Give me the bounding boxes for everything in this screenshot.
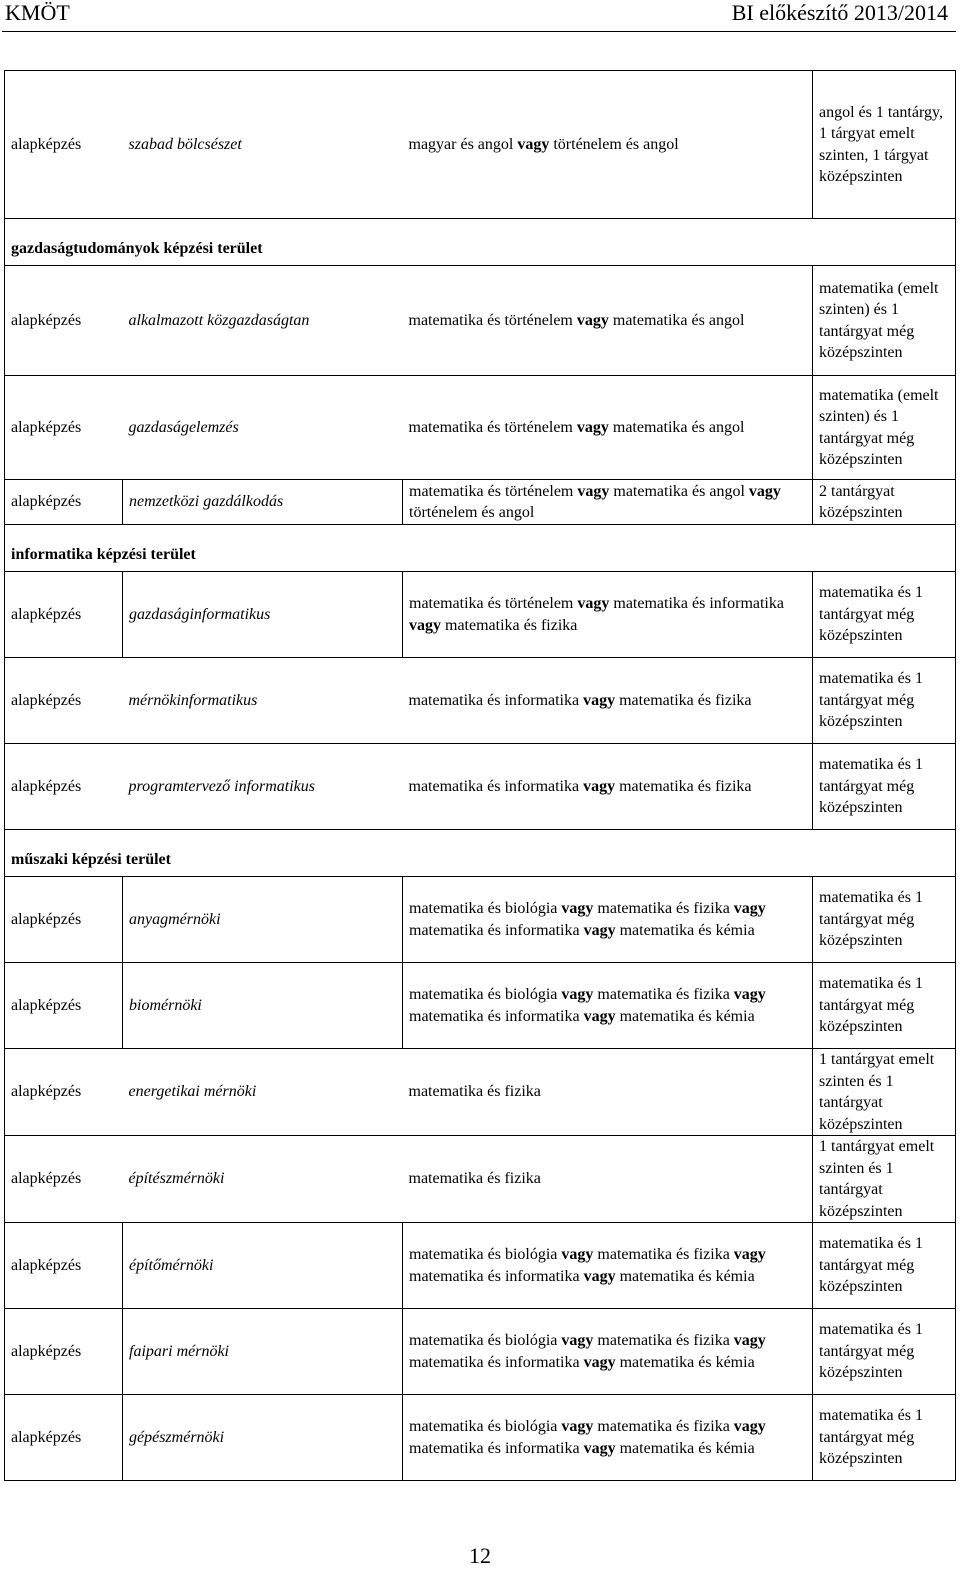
requirement-cell: matematika és 1 tantárgyat még középszinten xyxy=(813,1395,956,1481)
subjects-cell xyxy=(403,266,813,376)
subjects-cell xyxy=(403,376,813,480)
subject-connector: vagy xyxy=(561,1418,594,1435)
program-row xyxy=(5,480,956,525)
section-row xyxy=(5,830,956,877)
subject-text: matematika és informatika xyxy=(409,1439,584,1457)
section-row xyxy=(5,219,956,266)
subject-connector: vagy xyxy=(517,135,550,153)
program-name-cell: alkalmazott közgazdaságtan xyxy=(123,266,403,376)
subject-text: matematika és kémia xyxy=(615,1267,755,1285)
program-row xyxy=(5,963,956,1049)
subject-connector: vagy xyxy=(733,900,766,917)
subjects-cell xyxy=(403,877,813,963)
subject-connector: vagy xyxy=(583,1439,616,1457)
subject-text: matematika és történelem xyxy=(409,482,578,500)
subject-text: matematika és kémia xyxy=(615,1353,755,1371)
level-cell: alapképzés xyxy=(5,963,123,1049)
subject-text: matematika és informatika xyxy=(408,777,584,795)
subject-connector: vagy xyxy=(561,1332,594,1349)
subjects-cell xyxy=(403,480,813,525)
subject-text: matematika és történelem xyxy=(408,418,577,436)
requirement-cell: matematika és 1 tantárgyat még középszinten xyxy=(813,658,956,744)
program-name-cell: gazdaságinformatikus xyxy=(123,572,403,658)
subject-connector: vagy xyxy=(583,777,616,795)
header-right: BI előkészítő 2013/2014 xyxy=(731,0,948,25)
level-cell: alapképzés xyxy=(5,1049,123,1136)
subject-connector: vagy xyxy=(577,595,610,612)
subject-text: matematika és biológia xyxy=(409,900,562,917)
subject-connector: vagy xyxy=(583,1353,616,1371)
subject-connector: vagy xyxy=(583,921,616,939)
subject-text: matematika és angol xyxy=(608,418,745,436)
subject-text: matematika és biológia xyxy=(409,1246,562,1263)
requirement-cell: 1 tantárgyat emelt szinten és 1 tantárgyat középszinten xyxy=(813,1136,956,1223)
page-number: 12 xyxy=(469,1543,491,1568)
level-cell: alapképzés xyxy=(5,1395,123,1481)
subject-text: matematika és angol xyxy=(608,311,745,329)
subject-text: matematika és történelem xyxy=(409,595,578,612)
program-name-cell: biomérnöki xyxy=(123,963,403,1049)
program-row xyxy=(5,1309,956,1395)
subject-text: matematika és informatika xyxy=(408,691,584,709)
subject-text: matematika és angol xyxy=(609,482,749,500)
subject-text: matematika és fizika xyxy=(615,777,752,795)
subject-text: matematika és történelem xyxy=(408,311,577,329)
level-cell: alapképzés xyxy=(5,572,123,658)
level-cell: alapképzés xyxy=(5,71,123,219)
program-name-cell: programtervező informatikus xyxy=(123,744,403,830)
program-row xyxy=(5,572,956,658)
requirement-cell: matematika (emelt szinten) és 1 tantárgyat még középszinten xyxy=(813,266,956,376)
program-name-cell: faipari mérnöki xyxy=(123,1309,403,1395)
subject-connector: vagy xyxy=(583,691,616,709)
requirement-cell: matematika és 1 tantárgyat még középszinten xyxy=(813,1309,956,1395)
subject-text: matematika és fizika xyxy=(441,616,578,634)
subject-connector: vagy xyxy=(577,482,610,500)
subject-text: történelem és angol xyxy=(409,504,535,521)
program-name-cell: energetikai mérnöki xyxy=(123,1049,403,1136)
section-row xyxy=(5,525,956,572)
subject-connector: vagy xyxy=(583,1007,616,1025)
requirement-cell: matematika (emelt szinten) és 1 tantárgyat még középszinten xyxy=(813,376,956,480)
subject-connector: vagy xyxy=(561,986,594,1003)
program-row xyxy=(5,744,956,830)
subject-text: matematika és informatika xyxy=(409,1007,584,1025)
subject-text: matematika és fizika xyxy=(593,1418,734,1435)
subject-connector: vagy xyxy=(583,1267,616,1285)
requirement-cell: angol és 1 tantárgy, 1 tárgyat emelt szinten, 1 tárgyat középszinten xyxy=(813,71,956,219)
subject-text: matematika és biológia xyxy=(409,1418,562,1435)
admission-table xyxy=(4,70,956,1481)
subjects-cell xyxy=(403,744,813,830)
program-row xyxy=(5,1049,956,1136)
subjects-cell xyxy=(403,71,813,219)
program-name-cell: anyagmérnöki xyxy=(123,877,403,963)
program-row xyxy=(5,1223,956,1309)
program-row xyxy=(5,1136,956,1223)
subjects-cell xyxy=(403,963,813,1049)
level-cell: alapképzés xyxy=(5,658,123,744)
subjects-cell xyxy=(403,572,813,658)
level-cell: alapképzés xyxy=(5,480,123,525)
subjects-cell xyxy=(403,1049,813,1136)
level-cell: alapképzés xyxy=(5,1136,123,1223)
level-cell: alapképzés xyxy=(5,376,123,480)
subject-text: matematika és fizika xyxy=(408,1083,541,1101)
subject-text: matematika és kémia xyxy=(615,1439,755,1457)
section-heading: gazdaságtudományok képzési terület xyxy=(5,219,956,266)
requirement-cell: matematika és 1 tantárgyat még középszinten xyxy=(813,744,956,830)
subject-connector: vagy xyxy=(733,1418,766,1435)
requirement-cell: 2 tantárgyat középszinten xyxy=(813,480,956,525)
program-row xyxy=(5,266,956,376)
header-left: KMÖT xyxy=(5,0,70,25)
subject-text: matematika és fizika xyxy=(593,986,734,1003)
program-name-cell: építőmérnöki xyxy=(123,1223,403,1309)
subject-text: matematika és biológia xyxy=(409,986,562,1003)
subject-connector: vagy xyxy=(733,1246,766,1263)
page-header xyxy=(0,0,960,30)
subject-connector: vagy xyxy=(733,986,766,1003)
subjects-cell xyxy=(403,1395,813,1481)
subject-connector: vagy xyxy=(561,900,594,917)
program-row xyxy=(5,877,956,963)
subject-text: matematika és fizika xyxy=(615,691,752,709)
section-heading: műszaki képzési terület xyxy=(5,830,956,877)
subject-connector: vagy xyxy=(561,1246,594,1263)
section-heading: informatika képzési terület xyxy=(5,525,956,572)
level-cell: alapképzés xyxy=(5,744,123,830)
subject-text: matematika és fizika xyxy=(593,900,734,917)
program-name-cell: gépészmérnöki xyxy=(123,1395,403,1481)
subject-text: matematika és fizika xyxy=(593,1246,734,1263)
program-name-cell: mérnökinformatikus xyxy=(123,658,403,744)
requirement-cell: matematika és 1 tantárgyat még középszinten xyxy=(813,963,956,1049)
header-rule xyxy=(2,31,956,32)
program-row xyxy=(5,658,956,744)
subject-text: matematika és fizika xyxy=(593,1332,734,1349)
requirement-cell: matematika és 1 tantárgyat még középszinten xyxy=(813,572,956,658)
subject-text: matematika és informatika xyxy=(609,595,784,612)
program-name-cell: építészmérnöki xyxy=(123,1136,403,1223)
subject-text: történelem és angol xyxy=(549,135,679,153)
requirement-cell: matematika és 1 tantárgyat még középszinten xyxy=(813,877,956,963)
subject-connector: vagy xyxy=(748,482,781,500)
subjects-cell xyxy=(403,658,813,744)
subject-connector: vagy xyxy=(576,311,609,329)
subjects-cell xyxy=(403,1223,813,1309)
program-row xyxy=(5,376,956,480)
subjects-cell xyxy=(403,1309,813,1395)
program-row xyxy=(5,1395,956,1481)
program-name-cell: nemzetközi gazdálkodás xyxy=(123,480,403,525)
level-cell: alapképzés xyxy=(5,266,123,376)
program-row xyxy=(5,71,956,219)
program-name-cell: szabad bölcsészet xyxy=(123,71,403,219)
subject-connector: vagy xyxy=(733,1332,766,1349)
subject-text: matematika és kémia xyxy=(615,921,755,939)
subject-text: matematika és informatika xyxy=(409,1353,584,1371)
program-name-cell: gazdaságelemzés xyxy=(123,376,403,480)
level-cell: alapképzés xyxy=(5,1309,123,1395)
subject-text: magyar és angol xyxy=(408,135,518,153)
level-cell: alapképzés xyxy=(5,877,123,963)
subject-text: matematika és biológia xyxy=(409,1332,562,1349)
subject-connector: vagy xyxy=(576,418,609,436)
level-cell: alapképzés xyxy=(5,1223,123,1309)
subject-text: matematika és kémia xyxy=(615,1007,755,1025)
subject-text: matematika és informatika xyxy=(409,921,584,939)
subjects-cell xyxy=(403,1136,813,1223)
requirement-cell: matematika és 1 tantárgyat még középszinten xyxy=(813,1223,956,1309)
subject-text: matematika és informatika xyxy=(409,1267,584,1285)
requirement-cell: 1 tantárgyat emelt szinten és 1 tantárgyat középszinten xyxy=(813,1049,956,1136)
subject-connector: vagy xyxy=(409,616,441,634)
subject-text: matematika és fizika xyxy=(408,1170,541,1188)
